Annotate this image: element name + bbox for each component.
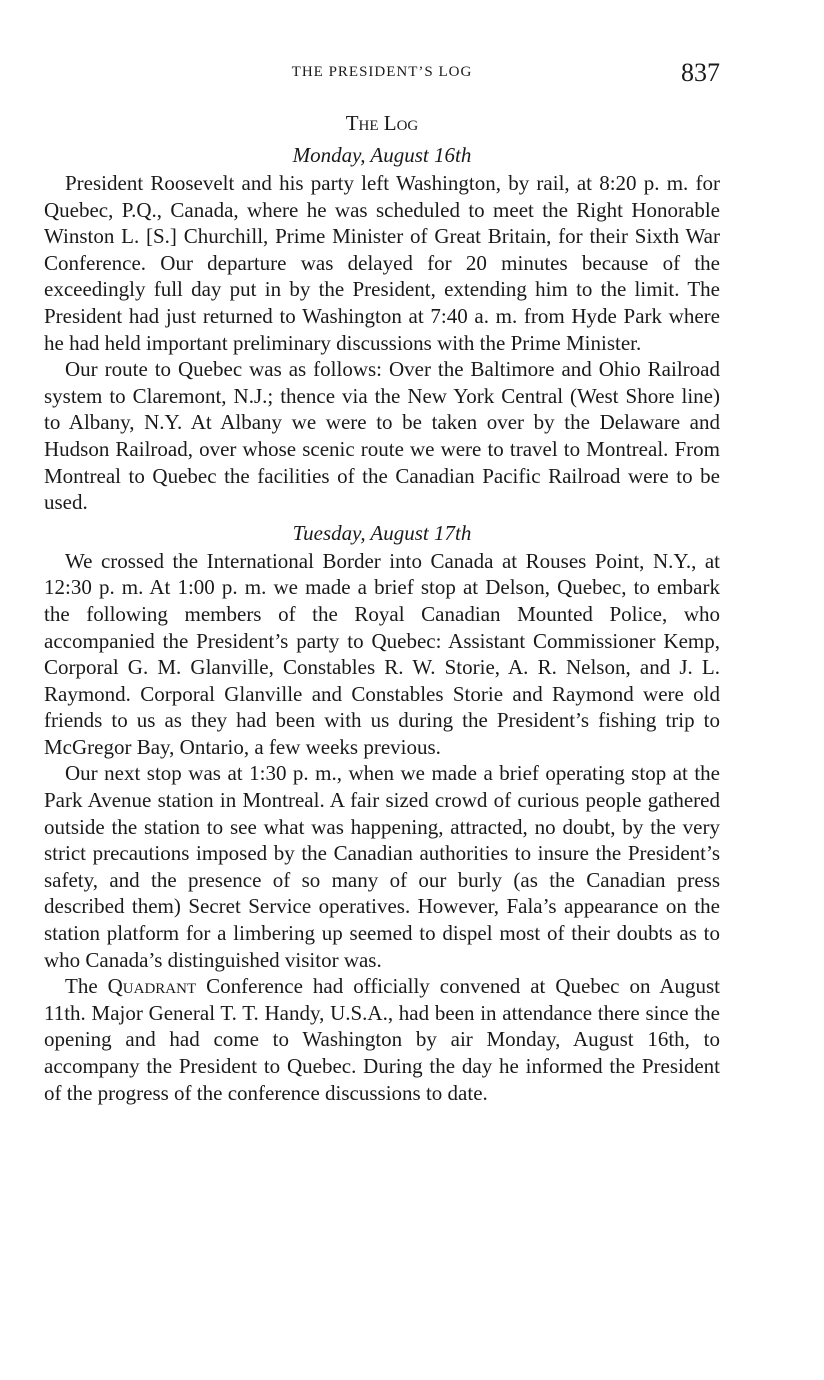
paragraph: We crossed the International Border into Canada at Rouses Point, N.Y., at 12:30 p. m. At 1:00 p. m. we made a brief stop at Delson, Quebec, to embark the following members of the Royal Canadian Mounted Police, who accompanied the President’s party to Quebec: Assistant Commissioner Kemp, Corporal G. M. Glanville, Constables R. W. Storie, A. R. Nelson, and J. L. Raymond. Corporal Glanville and Constables Storie and Raymond were old friends to us as they had been with us during the President’s fishing trip to McGregor Bay, Ontario, a few weeks previous.: [44, 548, 720, 759]
document-page: [44, 58, 720, 1106]
paragraph: President Roosevelt and his party left Washington, by rail, at 8:20 p. m. for Quebec, P.Q., Canada, where he was scheduled to meet the Right Honorable Winston L. [S.] Churchill, Prime Minister of Great Britain, for their Sixth War Conference. Our departure was delayed for 20 minutes because of the exceedingly full day put in by the President, extending him to the limit. The President had just returned to Washington at 7:40 a. m. from Hyde Park where he had held important preliminary discussions with the Prime Minister.: [44, 171, 720, 355]
running-title: THE PRESIDENT’S LOG: [291, 64, 473, 80]
paragraph-rest: Conference had officially convened at Quebec on August 11th. Major General T. T. Handy, U.S.A., had been in attendance there since the opening and had come to Washington by air Monday, August 16th, to accompany the President to Quebec. During the day he informed the President of the progress of the conference discussions to date.: [44, 974, 720, 1105]
paragraph: Our next stop was at 1:30 p. m., when we made a brief operating stop at the Park Avenue station in Montreal. A fair sized crowd of curious people gathered outside the station to see what was happening, attracted, no doubt, by the very strict precautions imposed by the Canadian authorities to insure the President’s safety, and the presence of so many of our burly (as the Canadian press described them) Secret Service operatives. However, Fala’s appearance on the station platform for a limbering up seemed to dispel most of their doubts as to who Canada’s distinguished visitor was.: [44, 761, 720, 972]
section-title: The Log: [345, 111, 419, 135]
paragraph: [44, 973, 720, 1106]
date-heading-monday: Monday, August 16th: [292, 143, 472, 167]
running-header: [44, 58, 720, 98]
paragraph-lead: The: [65, 974, 108, 999]
page-number: 837: [681, 58, 720, 87]
conference-name: Quadrant: [107, 974, 197, 999]
date-heading-tuesday: Tuesday, August 17th: [292, 520, 472, 545]
paragraph: Our route to Quebec was as follows: Over the Baltimore and Ohio Railroad system to Claremont, N.J.; thence via the New York Central (West Shore line) to Albany, N.Y. At Albany we were to be taken over by the Delaware and Hudson Railroad, over whose scenic route we were to travel to Montreal. From Montreal to Quebec the facilities of the Canadian Pacific Railroad were to be used.: [44, 357, 720, 515]
